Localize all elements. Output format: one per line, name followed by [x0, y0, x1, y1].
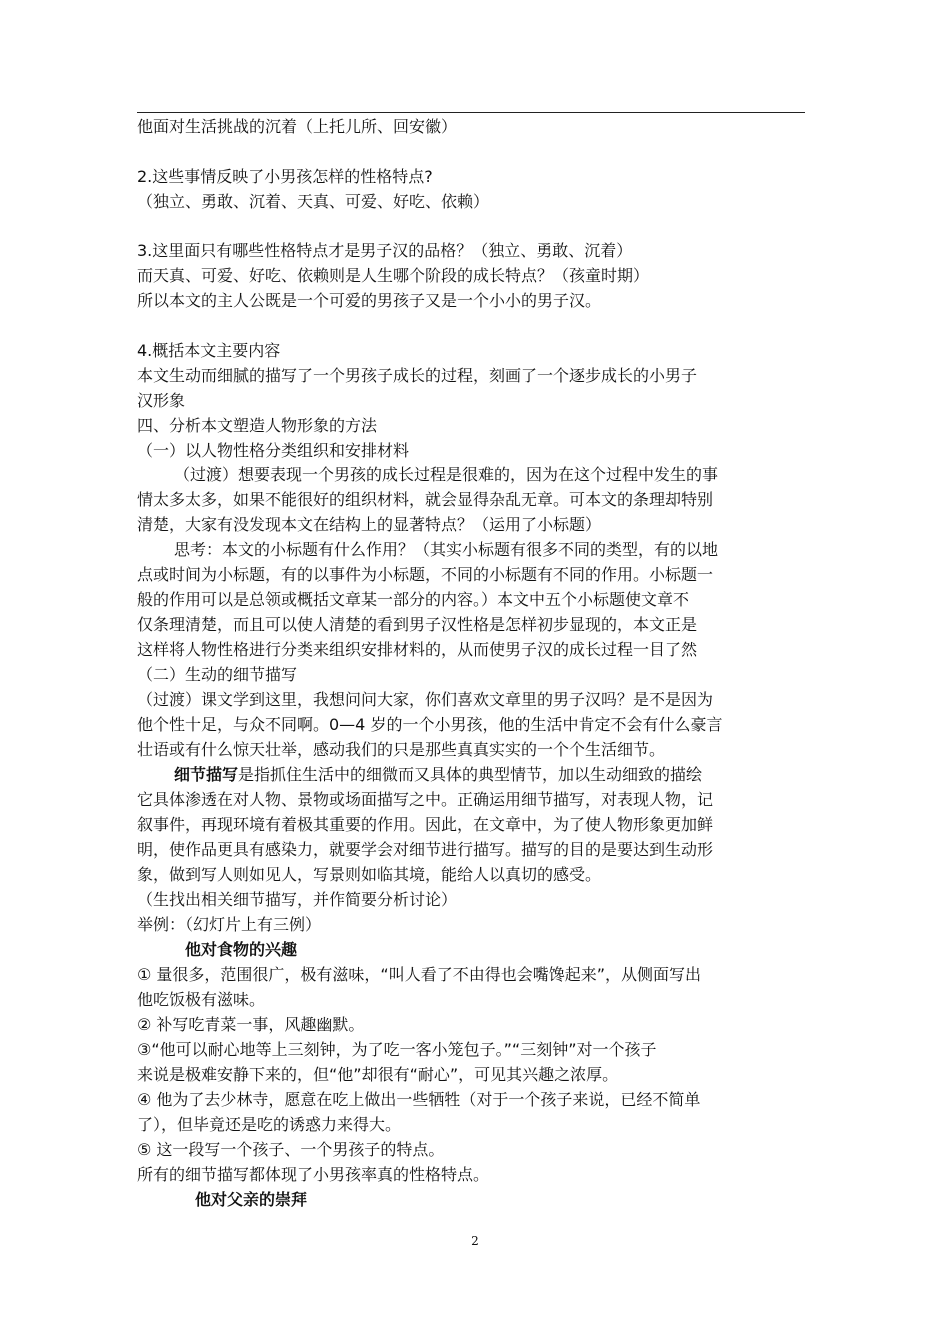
text-line: 举例：（幻灯片上有三例）: [137, 915, 322, 934]
text-line: 他吃饭极有滋味。: [137, 990, 266, 1009]
term-bold: 细节描写: [174, 765, 239, 784]
text-line: 明，使作品更具有感染力，就要学会对细节进行描写。描写的目的是要达到生动形: [137, 840, 714, 859]
text-line: 象，做到写人则如见人，写景则如临其境，能给人以真切的感受。: [137, 865, 602, 884]
text-line: （生找出相关细节描写，并作简要分析讨论）: [137, 890, 458, 909]
list-item: ① 量很多，范围很广，极有滋味，“叫人看了不由得也会嘴馋起来”，从侧面写出: [137, 965, 702, 984]
text-line: 叙事件，再现环境有着极其重要的作用。因此，在文章中，为了使人物形象更加鲜: [137, 815, 714, 834]
list-item: ③“他可以耐心地等上三刻钟，为了吃一客小笼包子。”“三刻钟”对一个孩子: [137, 1040, 657, 1059]
text-line: 清楚，大家有没发现本文在结构上的显著特点？（运用了小标题）: [137, 515, 602, 534]
text-line: 来说是极难安静下来的，但“他”却很有“耐心”，可见其兴趣之浓厚。: [137, 1065, 619, 1084]
example-heading: 他对食物的兴趣: [185, 940, 298, 959]
subsection-heading: （一）以人物性格分类组织和安排材料: [137, 441, 410, 460]
text-line: 这样将人物性格进行分类来组织安排材料的，从而使男子汉的成长过程一目了然: [137, 640, 698, 659]
section-heading: 四、分析本文塑造人物形象的方法: [137, 416, 378, 435]
text-line: （过渡）课文学到这里，我想问问大家，你们喜欢文章里的男子汉吗？是不是因为: [137, 690, 714, 709]
subsection-heading: （二）生动的细节描写: [137, 665, 298, 684]
text-line: 他个性十足，与众不同啊。0—4 岁的一个小男孩，他的生活中肯定不会有什么豪言: [137, 715, 723, 734]
text-line: （过渡）想要表现一个男孩的成长过程是很难的，因为在这个过程中发生的事: [174, 465, 719, 484]
text-line: 它具体渗透在对人物、景物或场面描写之中。正确运用细节描写，对表现人物，记: [137, 790, 714, 809]
text-line: 本文生动而细腻的描写了一个男孩子成长的过程，刻画了一个逐步成长的小男子: [137, 366, 698, 385]
text-line: 所有的细节描写都体现了小男孩率真的性格特点。: [137, 1165, 490, 1184]
text-line: 思考：本文的小标题有什么作用？（其实小标题有很多不同的类型，有的以地: [174, 540, 719, 559]
text-line: 壮语或有什么惊天壮举，感动我们的只是那些真真实实的一个个生活细节。: [137, 740, 666, 759]
term-definition: 是指抓住生活中的细微而又具体的典型情节，加以生动细致的描绘: [238, 765, 703, 784]
list-item: ② 补写吃青菜一事，风趣幽默。: [137, 1015, 365, 1034]
text-line: 仅条理清楚，而且可以使人清楚的看到男子汉性格是怎样初步显现的，本文正是: [137, 615, 698, 634]
list-item: ④ 他为了去少林寺，愿意在吃上做出一些牺牲（对于一个孩子来说，已经不简单: [137, 1090, 701, 1109]
text-line: 而天真、可爱、好吃、依赖则是人生哪个阶段的成长特点？（孩童时期）: [137, 266, 650, 285]
example-heading: 他对父亲的崇拜: [195, 1190, 308, 1209]
text-line: 他面对生活挑战的沉着（上托儿所、回安徽）: [137, 117, 458, 136]
text-line: （独立、勇敢、沉着、天真、可爱、好吃、依赖）: [137, 192, 490, 211]
page-number: 2: [471, 1234, 479, 1248]
text-line: 所以本文的主人公既是一个可爱的男孩子又是一个小小的男子汉。: [137, 291, 602, 310]
question-4: 4.概括本文主要内容: [137, 341, 281, 360]
question-3: 3.这里面只有哪些性格特点才是男子汉的品格？（独立、勇敢、沉着）: [137, 241, 633, 260]
list-item: ⑤ 这一段写一个孩子、一个男孩子的特点。: [137, 1140, 445, 1159]
header-rule: [137, 112, 805, 113]
text-line: 情太多太多，如果不能很好的组织材料，就会显得杂乱无章。可本文的条理却特别: [137, 490, 714, 509]
text-line: 汉形象: [137, 391, 186, 410]
text-line: 点或时间为小标题，有的以事件为小标题，不同的小标题有不同的作用。小标题一: [137, 565, 714, 584]
text-line: [174, 762, 702, 788]
question-2: 2.这些事情反映了小男孩怎样的性格特点?: [137, 167, 433, 186]
text-line: 般的作用可以是总领或概括文章某一部分的内容。）本文中五个小标题使文章不: [137, 590, 690, 609]
text-line: 了），但毕竟还是吃的诱惑力来得大。: [137, 1115, 402, 1134]
